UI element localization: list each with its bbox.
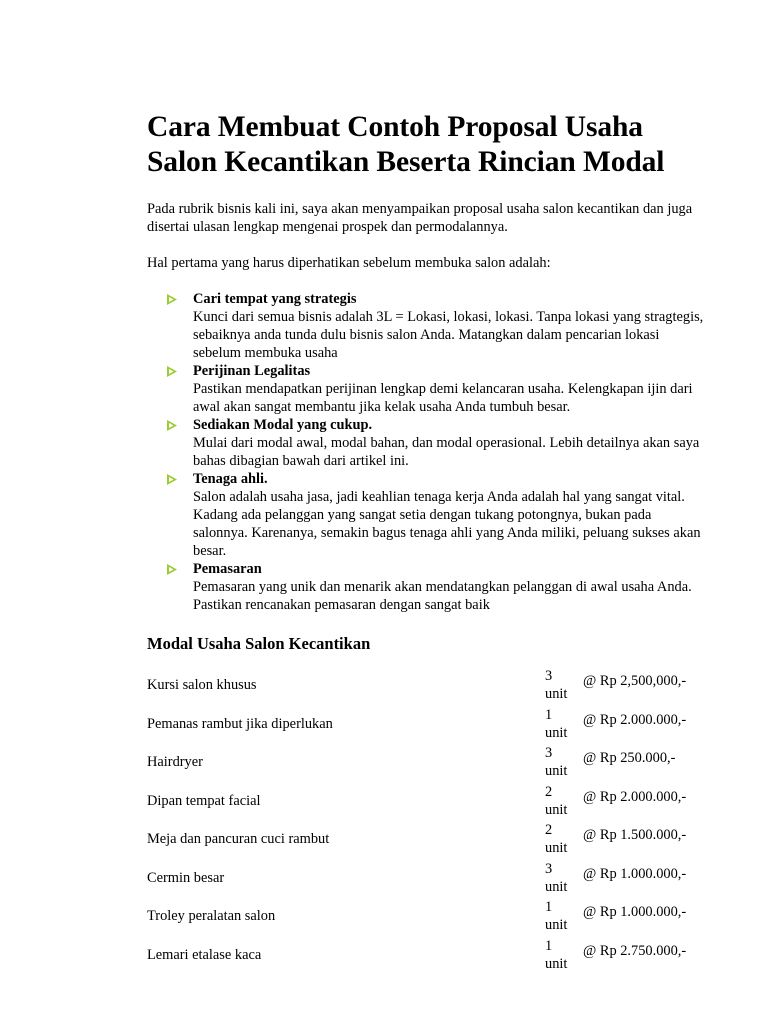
item-quantity: [545, 860, 583, 896]
table-row: [147, 666, 707, 705]
item-price: @ Rp 1.000.000,-: [583, 865, 687, 882]
tip-title: Sediakan Modal yang cukup.: [193, 417, 373, 433]
list-item: [147, 470, 707, 560]
section-heading: Modal Usaha Salon Kecantikan: [147, 634, 371, 653]
tip-title: Tenaga ahli.: [193, 471, 268, 487]
arrow-bullet-icon: [167, 564, 177, 575]
item-name: Cermin besar: [147, 869, 225, 886]
item-name: Troley peralatan salon: [147, 908, 276, 925]
tip-title: Perijinan Legalitas: [193, 363, 311, 379]
item-name: Lemari etalase kaca: [147, 946, 262, 963]
quantity-number: 3: [545, 745, 553, 762]
arrow-bullet-icon: [167, 474, 177, 485]
tip-body: Pemasaran yang unik dan menarik akan mendatangkan pelanggan di awal usaha Anda. Pastikan rencanakan pemasaran dengan sangat baik: [193, 579, 692, 613]
quantity-unit: unit: [545, 878, 568, 895]
item-price: @ Rp 2,500,000,-: [583, 673, 687, 690]
quantity-number: 2: [545, 822, 553, 839]
arrow-bullet-icon: [167, 366, 177, 377]
tip-body: Kunci dari semua bisnis adalah 3L = Lokasi, lokasi, lokasi. Tanpa lokasi yang stragtegis, sebaiknya anda tunda dulu bisnis salon Anda. Matangkan dalam pencarian lokasi sebelum membuka usaha: [193, 309, 704, 361]
quantity-number: 3: [545, 668, 553, 685]
item-name: Hairdryer: [147, 754, 203, 771]
quantity-number: 1: [545, 899, 553, 916]
item-quantity: [545, 706, 583, 742]
list-item: [147, 362, 707, 416]
quantity-number: 1: [545, 706, 553, 723]
list-item: [147, 290, 707, 362]
quantity-unit: unit: [545, 840, 568, 857]
tip-title: Pemasaran: [193, 561, 262, 577]
table-row: [147, 936, 707, 975]
table-row: [147, 859, 707, 898]
capital-table: [147, 666, 707, 974]
tip-body: Salon adalah usaha jasa, jadi keahlian tenaga kerja Anda adalah hal yang sangat vital. Kadang ada pelanggan yang sangat setia dengan tukang potongnya, bukan pada salonnya. Karenanya, semakin bagus tenaga ahli yang Anda miliki, peluang sukses akan besar.: [193, 489, 701, 559]
tip-body: Mulai dari modal awal, modal bahan, dan modal operasional. Lebih detailnya akan saya bahas dibagian bawah dari artikel ini.: [193, 435, 700, 469]
tip-body: Pastikan mendapatkan perijinan lengkap demi kelancaran usaha. Kelengkapan ijin dari awal akan sangat membantu jika kelak usaha Anda tumbuh besar.: [193, 381, 693, 415]
arrow-bullet-icon: [167, 420, 177, 431]
table-row: [147, 820, 707, 859]
page-title: Cara Membuat Contoh Proposal Usaha Salon Kecantikan Beserta Rincian Modal: [147, 111, 665, 178]
item-price: @ Rp 2.000.000,-: [583, 788, 687, 805]
item-quantity: [545, 898, 583, 934]
item-price: @ Rp 2.000.000,-: [583, 711, 687, 728]
table-row: [147, 743, 707, 782]
quantity-unit: unit: [545, 724, 568, 741]
item-name: Meja dan pancuran cuci rambut: [147, 831, 330, 848]
list-item: [147, 416, 707, 470]
item-quantity: [545, 783, 583, 819]
item-quantity: [545, 821, 583, 857]
tip-title: Cari tempat yang strategis: [193, 291, 357, 307]
quantity-unit: unit: [545, 917, 568, 934]
quantity-unit: unit: [545, 763, 568, 780]
quantity-unit: unit: [545, 686, 568, 703]
document-page: [147, 110, 707, 974]
item-price: @ Rp 1.000.000,-: [583, 904, 687, 921]
item-name: Dipan tempat facial: [147, 792, 261, 809]
quantity-number: 2: [545, 783, 553, 800]
quantity-number: 3: [545, 860, 553, 877]
item-price: @ Rp 250.000,-: [583, 750, 676, 767]
item-price: @ Rp 1.500.000,-: [583, 827, 687, 844]
quantity-number: 1: [545, 937, 553, 954]
arrow-bullet-icon: [167, 294, 177, 305]
table-row: [147, 782, 707, 821]
item-name: Kursi salon khusus: [147, 677, 257, 694]
item-quantity: [545, 744, 583, 780]
quantity-unit: unit: [545, 955, 568, 972]
item-name: Pemanas rambut jika diperlukan: [147, 715, 333, 732]
item-price: @ Rp 2.750.000,-: [583, 942, 687, 959]
table-row: [147, 897, 707, 936]
list-item: [147, 560, 707, 614]
table-row: [147, 705, 707, 744]
lead-paragraph: Hal pertama yang harus diperhatikan sebelum membuka salon adalah:: [147, 255, 551, 271]
tips-list: [147, 290, 707, 614]
quantity-unit: unit: [545, 801, 568, 818]
intro-paragraph: Pada rubrik bisnis kali ini, saya akan menyampaikan proposal usaha salon kecantikan dan juga disertai ulasan lengkap mengenai prospek dan permodalannya.: [147, 201, 693, 235]
item-quantity: [545, 937, 583, 973]
item-quantity: [545, 667, 583, 703]
